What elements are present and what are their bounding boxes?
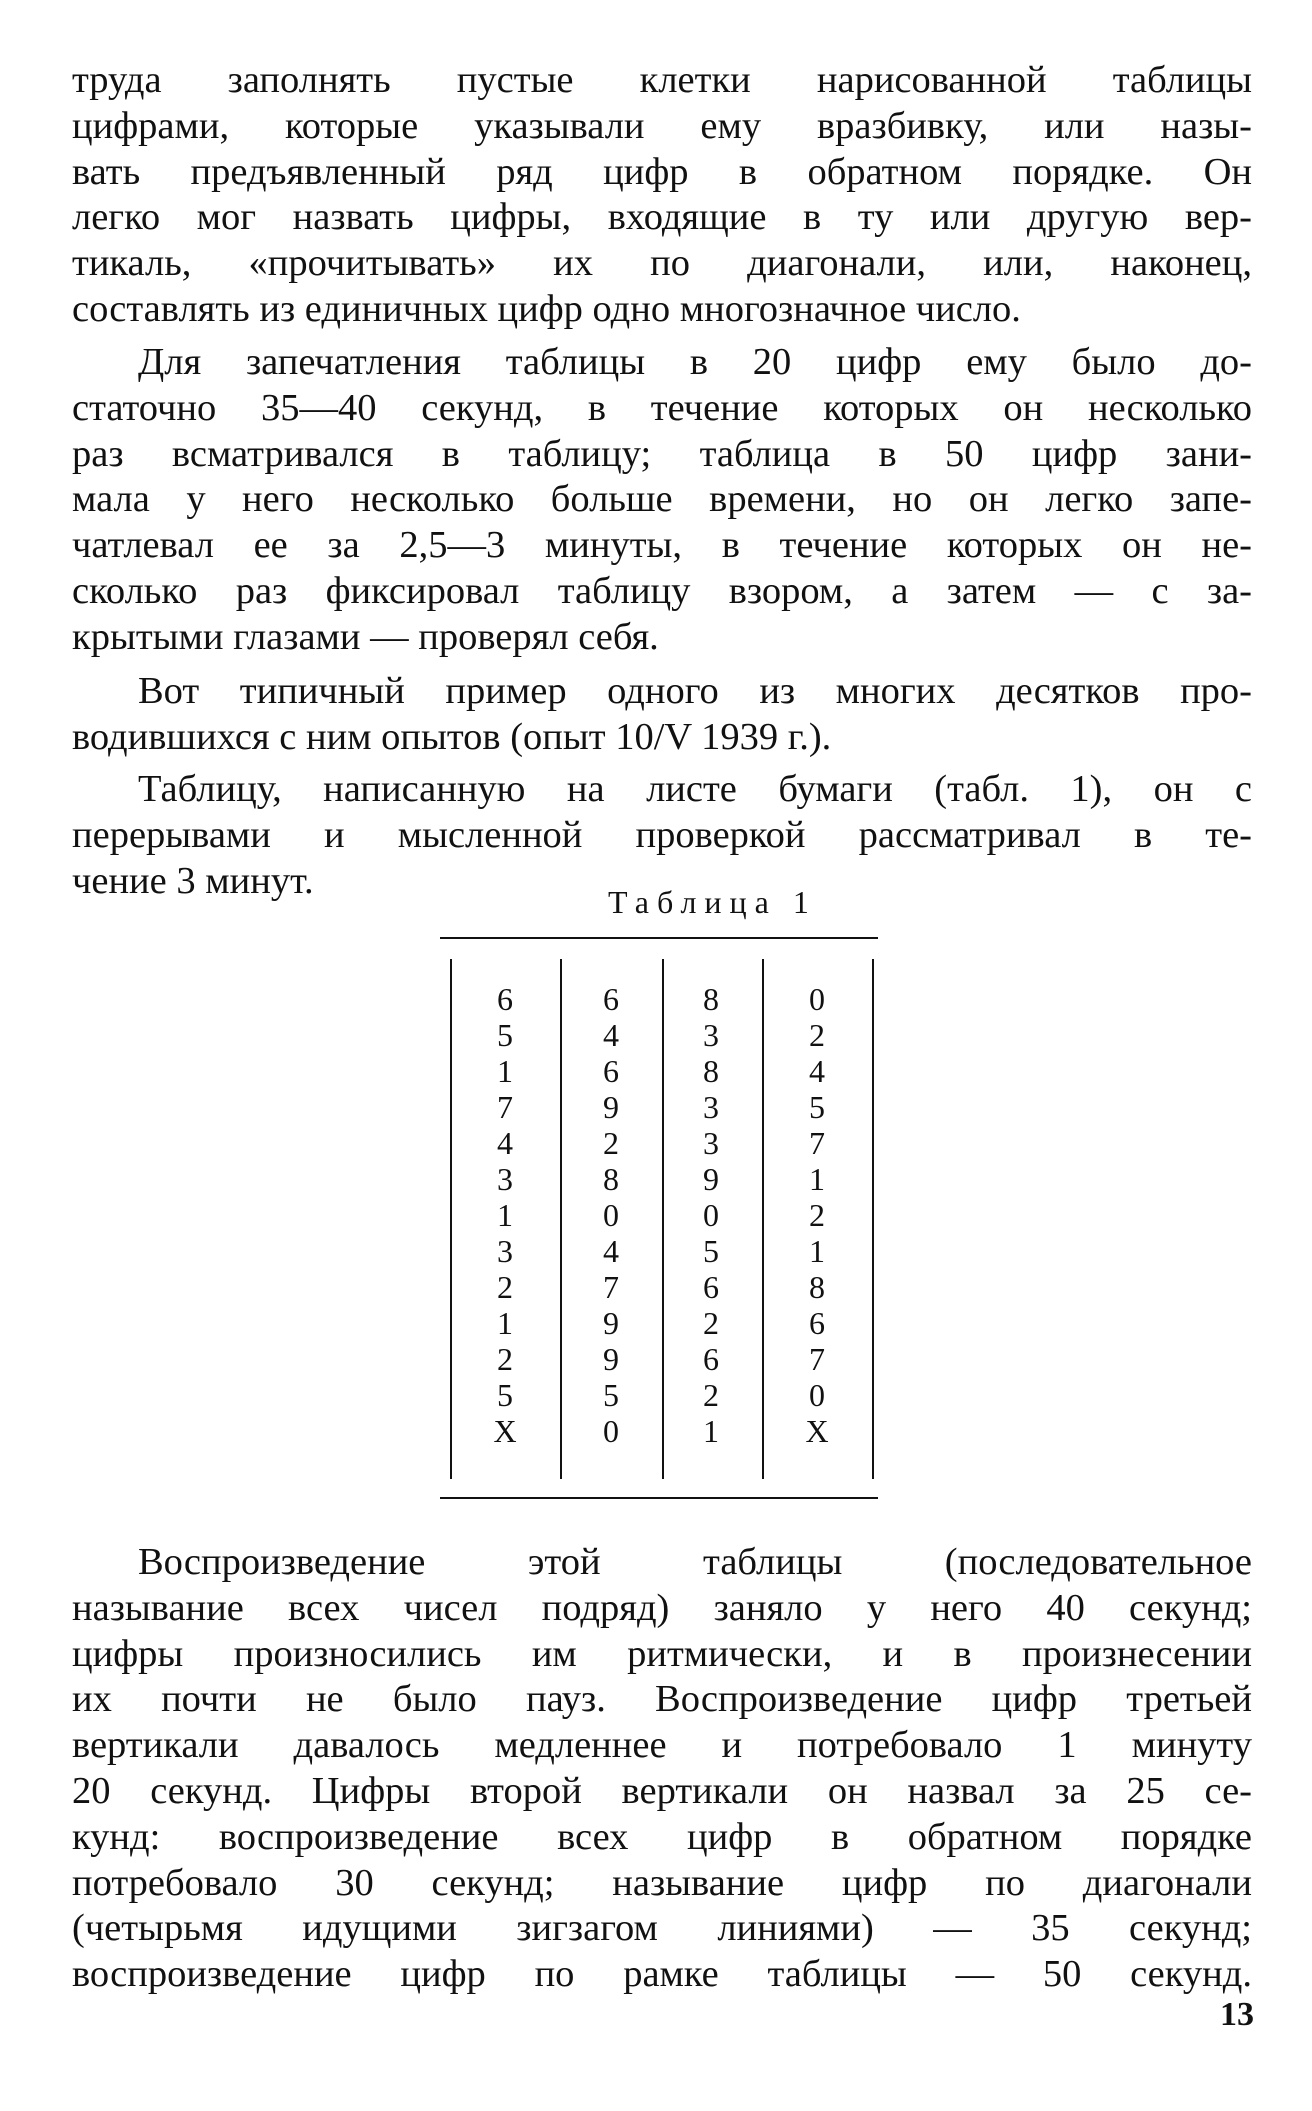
text-line: Вот типичный пример одного из многих десятков про- bbox=[138, 670, 1252, 712]
table-cell: 3 bbox=[703, 1017, 719, 1053]
table-cell: 2 bbox=[809, 1017, 825, 1053]
table-column-3 bbox=[676, 981, 746, 1449]
page-number: 13 bbox=[1220, 1996, 1254, 2033]
table-right-border bbox=[872, 959, 874, 1479]
table-cell: 5 bbox=[603, 1377, 619, 1413]
text-line: кунд: воспроизведение всех цифр в обратном порядке bbox=[72, 1815, 1252, 1858]
paragraph-5 bbox=[72, 1540, 1252, 1998]
text-line: вертикали давалось медленнее и потребовало 1 минуту bbox=[72, 1724, 1252, 1767]
text-line: воспроизведение цифр по рамке таблицы — 50 секунд. bbox=[72, 1953, 1252, 1996]
table-cell: 5 bbox=[703, 1233, 719, 1269]
table-cell: 6 bbox=[603, 981, 619, 1017]
text-line: крытыми глазами — проверял себя. bbox=[72, 615, 659, 658]
table-column-4 bbox=[782, 981, 852, 1449]
table-cell: 4 bbox=[603, 1017, 619, 1053]
text-line: труда заполнять пустые клетки нарисованной таблицы bbox=[72, 59, 1252, 101]
table-cell: 0 bbox=[603, 1413, 619, 1449]
text-line: цифрами, которые указывали ему вразбивку, или назы- bbox=[72, 104, 1252, 147]
text-line: водившихся с ним опытов (опыт 10/V 1939 г.). bbox=[72, 715, 832, 758]
table-cell: 7 bbox=[497, 1089, 513, 1125]
text-line: сколько раз фиксировал таблицу взором, а затем — с за- bbox=[72, 569, 1252, 612]
text-line: статочно 35—40 секунд, в течение которых он несколько bbox=[72, 386, 1252, 429]
table-cell: 5 bbox=[497, 1017, 513, 1053]
table-cell: 7 bbox=[809, 1125, 825, 1161]
table-cell: 2 bbox=[703, 1305, 719, 1341]
table-cell: 7 bbox=[809, 1341, 825, 1377]
table-cell: 8 bbox=[703, 1053, 719, 1089]
table-cell: 6 bbox=[809, 1305, 825, 1341]
table-cell: 1 bbox=[497, 1197, 513, 1233]
table-caption: Таблица 1 bbox=[608, 884, 817, 920]
table-cell: 8 bbox=[603, 1161, 619, 1197]
paragraph-2 bbox=[72, 340, 1252, 661]
table-cell: 4 bbox=[809, 1053, 825, 1089]
table-cell: 0 bbox=[809, 981, 825, 1017]
table-cell: 3 bbox=[703, 1125, 719, 1161]
digit-table bbox=[440, 937, 878, 1497]
text-line: их почти не было пауз. Воспроизведение цифр третьей bbox=[72, 1678, 1252, 1721]
text-line: вать предъявленный ряд цифр в обратном порядке. Он bbox=[72, 150, 1252, 193]
text-line: чатлевал ее за 2,5—3 минуты, в течение которых он не- bbox=[72, 524, 1252, 567]
table-cell: 2 bbox=[809, 1197, 825, 1233]
text-line: называние всех чисел подряд) заняло у него 40 секунд; bbox=[72, 1586, 1252, 1629]
table-cell: 0 bbox=[809, 1377, 825, 1413]
table-cell: 9 bbox=[603, 1341, 619, 1377]
table-cell: 6 bbox=[603, 1053, 619, 1089]
table-cell: 1 bbox=[703, 1413, 719, 1449]
table-left-border bbox=[450, 959, 452, 1479]
table-cell: 3 bbox=[703, 1089, 719, 1125]
paragraph-3 bbox=[72, 669, 1252, 761]
table-top-rule bbox=[440, 937, 878, 939]
table-cell: X bbox=[493, 1413, 517, 1449]
table-cell: 8 bbox=[703, 981, 719, 1017]
table-column-2 bbox=[576, 981, 646, 1449]
table-cell: 7 bbox=[603, 1269, 619, 1305]
text-line: (четырьмя идущими зигзагом линиями) — 35 секунд; bbox=[72, 1907, 1252, 1950]
text-line: цифры произносились им ритмически, и в произнесении bbox=[72, 1632, 1252, 1675]
table-cell: 1 bbox=[497, 1305, 513, 1341]
table-cell: 3 bbox=[497, 1161, 513, 1197]
text-line: мала у него несколько больше времени, но он легко запе- bbox=[72, 478, 1252, 521]
text-line: легко мог назвать цифры, входящие в ту или другую вер- bbox=[72, 196, 1252, 239]
table-cell: 4 bbox=[497, 1125, 513, 1161]
table-cell: 3 bbox=[497, 1233, 513, 1269]
table-cell: 2 bbox=[497, 1341, 513, 1377]
table-cell: 0 bbox=[703, 1197, 719, 1233]
text-line: Таблицу, написанную на листе бумаги (табл. 1), он с bbox=[138, 768, 1252, 810]
table-cell: 6 bbox=[703, 1269, 719, 1305]
table-cell: 6 bbox=[497, 981, 513, 1017]
table-cell: 2 bbox=[497, 1269, 513, 1305]
text-line: чение 3 минут. bbox=[72, 859, 314, 902]
text-line: потребовало 30 секунд; называние цифр по диагонали bbox=[72, 1861, 1252, 1904]
table-column-divider bbox=[762, 959, 764, 1479]
table-cell: 6 bbox=[703, 1341, 719, 1377]
table-column-1 bbox=[470, 981, 540, 1449]
table-cell: 0 bbox=[603, 1197, 619, 1233]
table-cell: 8 bbox=[809, 1269, 825, 1305]
table-cell: 1 bbox=[809, 1161, 825, 1197]
text-line: раз всматривался в таблицу; таблица в 50 цифр зани- bbox=[72, 432, 1252, 475]
table-cell: 4 bbox=[603, 1233, 619, 1269]
table-bottom-rule bbox=[440, 1497, 878, 1499]
paragraph-1 bbox=[72, 58, 1252, 333]
text-line: 20 секунд. Цифры второй вертикали он назвал за 25 се- bbox=[72, 1769, 1252, 1812]
table-cell: 5 bbox=[809, 1089, 825, 1125]
table-cell: X bbox=[805, 1413, 829, 1449]
table-cell: 1 bbox=[809, 1233, 825, 1269]
text-line: перерывами и мысленной проверкой рассматривал в те- bbox=[72, 813, 1252, 856]
table-cell: 9 bbox=[703, 1161, 719, 1197]
table-cell: 1 bbox=[497, 1053, 513, 1089]
text-line: Воспроизведение этой таблицы (последовательное bbox=[138, 1541, 1252, 1583]
table-column-divider bbox=[560, 959, 562, 1479]
table-cell: 9 bbox=[603, 1305, 619, 1341]
text-line: Для запечатления таблицы в 20 цифр ему было до- bbox=[138, 341, 1252, 383]
table-cell: 9 bbox=[603, 1089, 619, 1125]
table-cell: 2 bbox=[603, 1125, 619, 1161]
table-column-divider bbox=[662, 959, 664, 1479]
table-cell: 2 bbox=[703, 1377, 719, 1413]
table-cell: 5 bbox=[497, 1377, 513, 1413]
text-line: тикаль, «прочитывать» их по диагонали, или, наконец, bbox=[72, 242, 1252, 285]
text-line: составлять из единичных цифр одно многозначное число. bbox=[72, 287, 1021, 330]
